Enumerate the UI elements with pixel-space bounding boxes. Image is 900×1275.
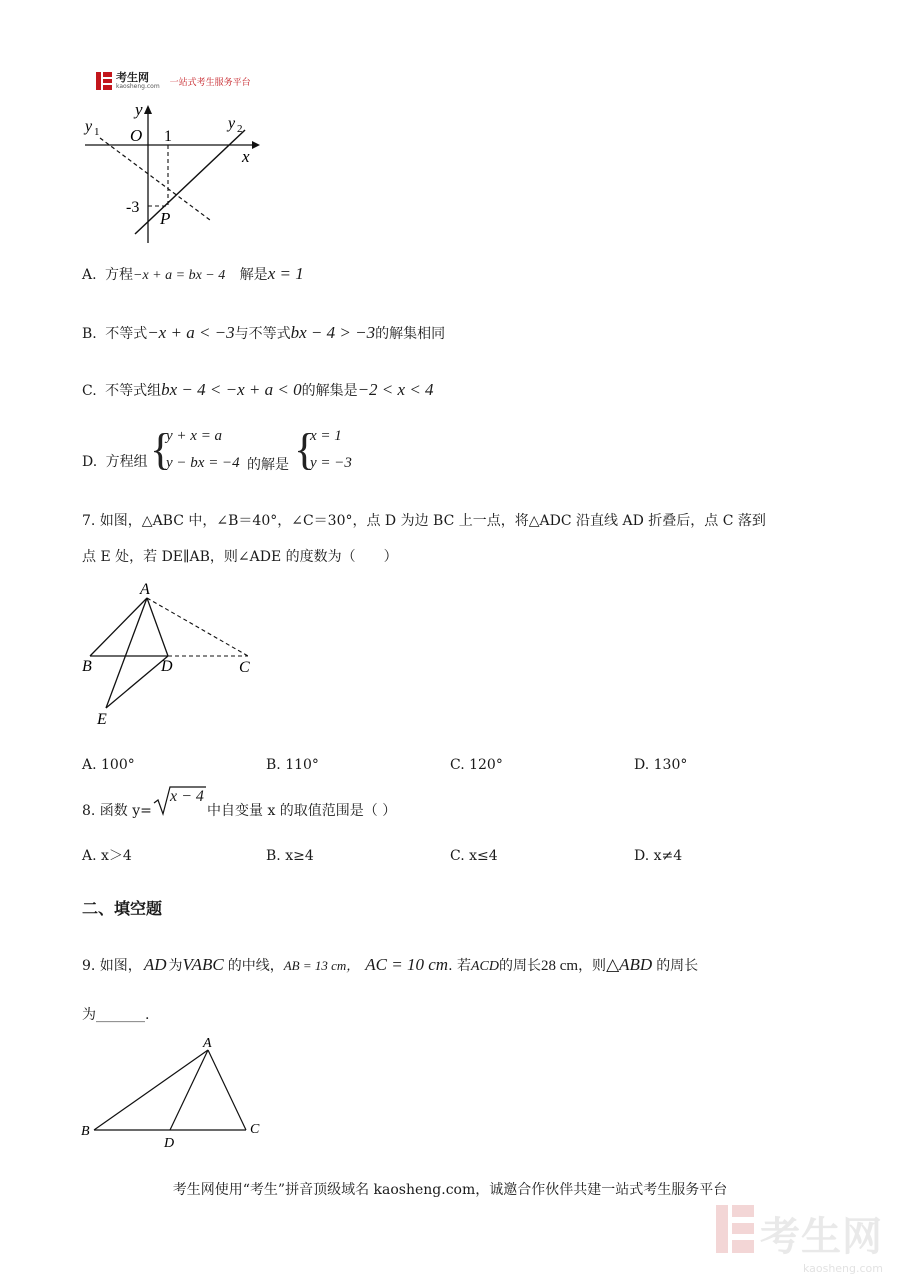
- label-y1-sub: 1: [94, 126, 100, 138]
- option-text: 解是: [239, 267, 268, 283]
- q6-graph: [80, 98, 260, 248]
- q7-figure: [80, 578, 260, 730]
- label-b: B: [81, 1124, 90, 1139]
- q7-option-a: A. 100°: [82, 757, 135, 773]
- q7-option-b: B. 110°: [266, 757, 319, 773]
- segment-ab: [90, 598, 147, 656]
- brace-icon: {: [150, 425, 172, 474]
- option-label: D.: [82, 454, 98, 470]
- solution-x: x = 1: [310, 428, 342, 444]
- logo-text: [116, 72, 160, 90]
- q8-option-b: B. x≥4: [266, 848, 314, 864]
- q9-text: 的中线，: [227, 958, 284, 974]
- watermark: [716, 1205, 883, 1275]
- option-text: 方程组: [105, 454, 148, 470]
- q7-option-d: D. 130°: [634, 757, 688, 773]
- label-y1: y: [85, 118, 93, 135]
- system-eq-1: y + x = a: [166, 428, 223, 444]
- watermark-logo-icon: [716, 1205, 754, 1253]
- solution-y: y = −3: [310, 455, 352, 471]
- answer: −2 < x < 4: [357, 380, 434, 399]
- section-heading: 二、填空题: [82, 899, 163, 918]
- logo-slogan: 一站式考生服务平台: [169, 77, 251, 88]
- label-y2-sub: 2: [237, 123, 243, 135]
- q9-abd: △ABD: [606, 955, 653, 974]
- label-b: B: [82, 658, 92, 675]
- q6-option-b: [82, 323, 445, 344]
- label-y: y: [135, 100, 143, 119]
- q9-triangle: VABC: [182, 955, 224, 974]
- option-text: 不等式: [105, 326, 148, 342]
- watermark-url: kaosheng.com: [802, 1262, 883, 1275]
- q9-text: 的周长: [498, 958, 541, 974]
- q9-ab: AB = 13 cm，: [283, 958, 360, 973]
- label-y2: y: [228, 115, 236, 132]
- kaosheng-logo-icon: [96, 72, 112, 90]
- q6-option-d-label: [82, 452, 148, 472]
- option-label: C.: [82, 383, 97, 399]
- segment-ad: [170, 1050, 208, 1130]
- logo-name: 考生网: [116, 71, 149, 84]
- option-text: 的解集是: [301, 383, 358, 399]
- segment-ac: [208, 1050, 246, 1130]
- option-text: 方程: [105, 267, 134, 283]
- label-tick-1: 1: [164, 128, 172, 145]
- option-text: 与不等式: [234, 326, 291, 342]
- option-text: 的解集相同: [375, 326, 446, 342]
- q9-text: ，则: [578, 958, 607, 974]
- label-a: A: [140, 581, 150, 598]
- brace-icon: {: [294, 425, 316, 474]
- q7-line-2: 点 E 处，若 DE∥AB，则∠ADE 的度数为（ ）: [82, 549, 398, 565]
- segment-ac: [147, 598, 248, 656]
- label-origin: O: [130, 126, 143, 145]
- q7-line-1: 7. 如图，△ABC 中，∠B＝40°，∠C＝30°，点 D 为边 BC 上一点，将△ADC 沿直线 AD 折叠后，点 C 落到: [82, 513, 766, 529]
- q8-radicand: x − 4: [170, 788, 204, 805]
- label-x: x: [242, 147, 250, 166]
- option-text: 的解是: [247, 457, 289, 473]
- label-e: E: [97, 711, 107, 728]
- q8-prefix: 8. 函数 y=: [82, 803, 152, 819]
- label-a: A: [203, 1036, 212, 1051]
- q9-line-1: [82, 955, 698, 977]
- q9-ad: AD: [143, 955, 167, 974]
- y-axis-arrow-icon: [144, 105, 152, 114]
- q9-text: 为: [168, 958, 183, 974]
- equation: −x + a = bx − 4: [133, 268, 226, 283]
- option-label: A.: [82, 267, 97, 283]
- q9-acd: ACD: [470, 959, 499, 974]
- segment-ba: [94, 1050, 208, 1130]
- q9-figure: [78, 1034, 268, 1150]
- option-text: 不等式组: [105, 383, 162, 399]
- label-c: C: [250, 1122, 260, 1137]
- q9-perimeter: 28 cm: [540, 958, 579, 974]
- footer-text: 考生网使用“考生”拼音顶级域名 kaosheng.com，诚邀合作伙伴共建一站式考生服务平台: [172, 1182, 728, 1198]
- watermark-text: [760, 1205, 883, 1275]
- logo-url: kaosheng.com: [116, 83, 160, 90]
- inequality-system: bx − 4 < −x + a < 0: [161, 380, 302, 399]
- label-d: D: [164, 1136, 175, 1150]
- q9-text: . 若: [448, 958, 471, 974]
- q8-option-d: D. x≠4: [634, 848, 683, 864]
- q7-option-c: C. 120°: [450, 757, 503, 773]
- q6-option-a: [82, 264, 304, 286]
- q9-ac: AC = 10 cm: [365, 955, 449, 974]
- label-d: D: [161, 658, 173, 675]
- option-label: B.: [82, 326, 97, 342]
- system-eq-2: y − bx = −4: [166, 455, 240, 471]
- segment-ad: [147, 598, 168, 656]
- inequality-1: −x + a < −3: [147, 323, 235, 342]
- answer: x = 1: [267, 264, 304, 283]
- q9-text: 的周长: [656, 958, 699, 974]
- x-axis-arrow-icon: [252, 141, 260, 149]
- watermark-name: 考生网: [760, 1214, 883, 1260]
- q9-line-2: 为_______.: [82, 1007, 150, 1023]
- q8-option-a: A. x＞4: [82, 848, 132, 864]
- q8-option-c: C. x≤4: [450, 848, 498, 864]
- label-tick-neg3: -3: [126, 199, 140, 216]
- label-c: C: [239, 659, 250, 676]
- q6-option-c: [82, 380, 434, 401]
- inequality-2: bx − 4 > −3: [290, 323, 376, 342]
- header-logo: [96, 72, 251, 90]
- q8-suffix: 中自变量 x 的取值范围是（ ）: [207, 803, 397, 819]
- label-p: P: [160, 209, 171, 228]
- q9-text: 9. 如图，: [82, 958, 142, 974]
